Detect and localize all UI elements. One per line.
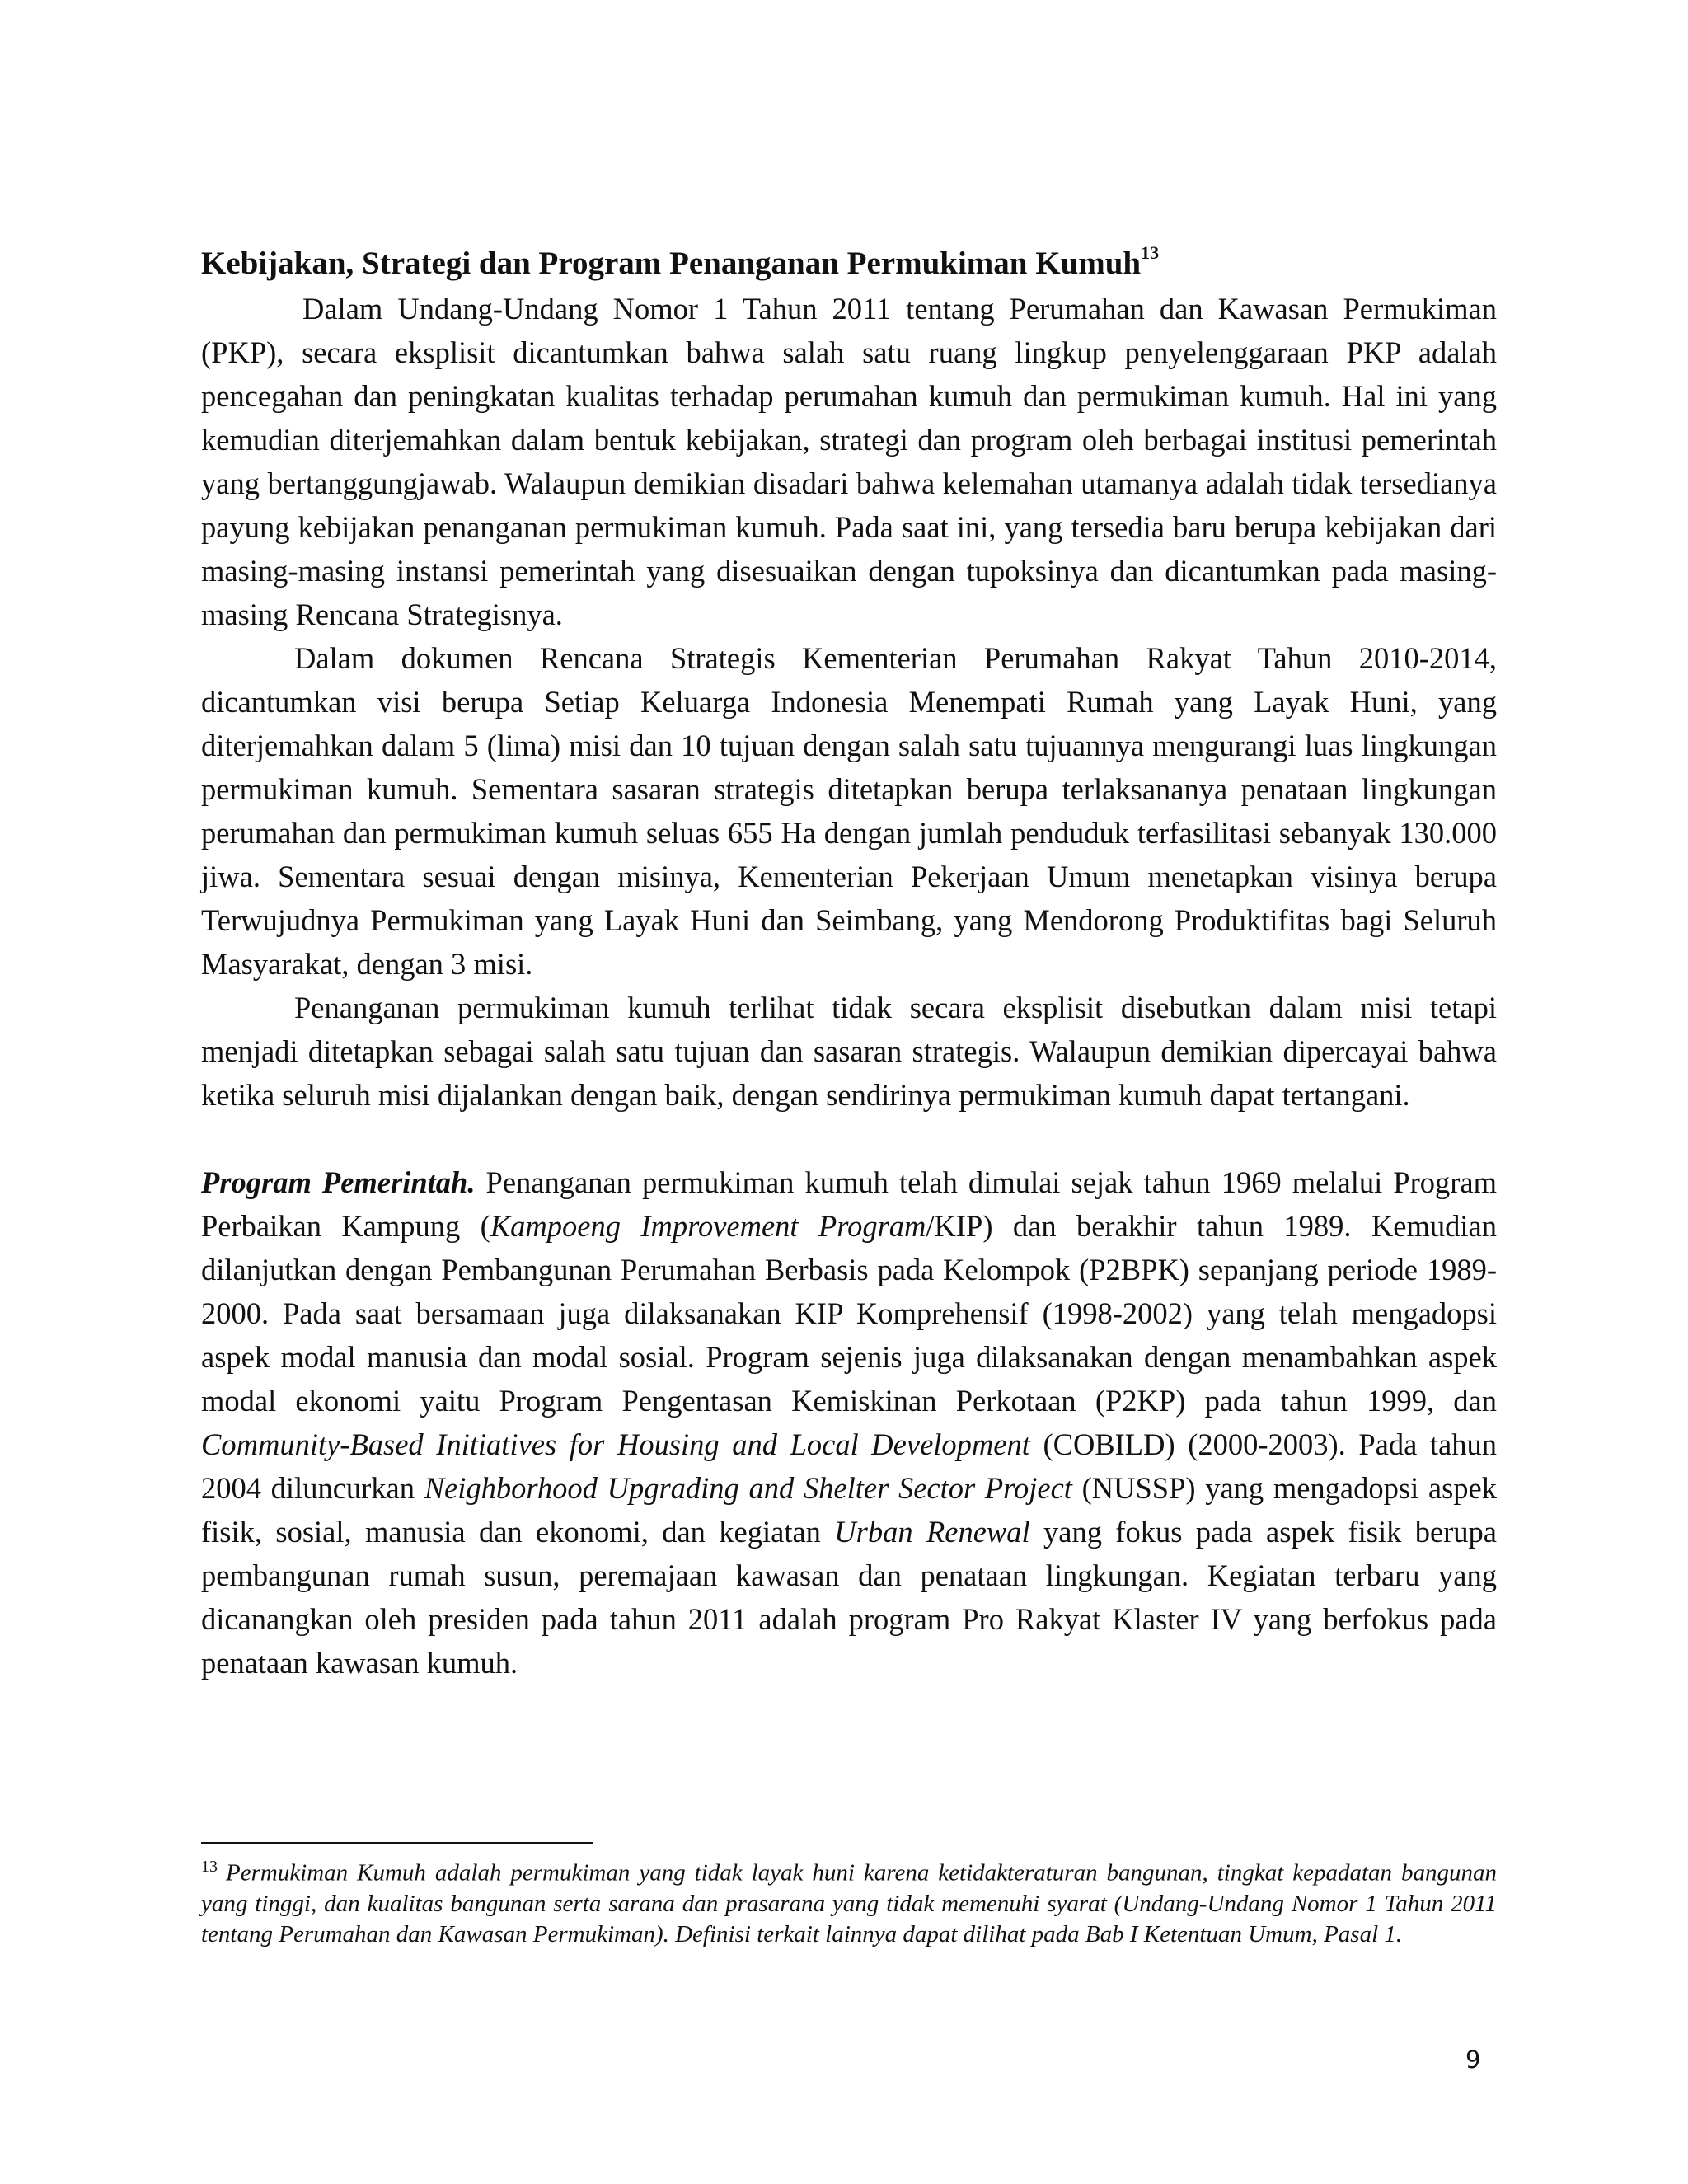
program-italic-term: Kampoeng Improvement Program bbox=[490, 1209, 926, 1243]
program-text: yang fokus pada aspek fisik berupa pembangunan rumah susun, peremajaan kawasan dan penataan lingkungan. Kegiatan terbaru yang dicanangkan oleh presiden pada tahun 2011 adalah program Pro Rakyat Klaster IV yang berfokus pada penataan kawasan kumuh. bbox=[201, 1515, 1498, 1680]
program-italic-term: Urban Renewal bbox=[834, 1515, 1030, 1549]
program-text: /KIP) dan berakhir tahun 1989. Kemudian dilanjutkan dengan Pembangunan Perumahan Berbasis pada Kelompok (P2BPK) sepanjang periode 1989-2000. Pada saat bersamaan juga dilaksanakan KIP Komprehensif (1998-2002) yang telah mengadopsi aspek modal manusia dan modal sosial. Program sejenis juga dilaksanakan dengan menambahkan aspek modal ekonomi yaitu Program Pengentasan Kemiskinan Perkotaan (P2KP) pada tahun 1999, dan bbox=[201, 1209, 1497, 1418]
paragraph-renstra-kemenpera: Dalam dokumen Rencana Strategis Kementerian Perumahan Rakyat Tahun 2010-2014, dicantumkan visi berupa Setiap Keluarga Indonesia Menempati Rumah yang Layak Huni, yang diterjemahkan dalam 5 (lima) misi dan 10 tujuan dengan salah satu tujuannya mengurangi luas lingkungan permukiman kumuh. Sementara sasaran strategis ditetapkan berupa terlaksananya penataan lingkungan perumahan dan permukiman kumuh seluas 655 Ha dengan jumlah penduduk terfasilitasi sebanyak 130.000 jiwa. Sementara sesuai dengan misinya, Kementerian Pekerjaan Umum menetapkan visinya berupa Terwujudnya Permukiman yang Layak Huni dan Seimbang, yang Mendorong Produktifitas bagi Seluruh Masyarakat, dengan 3 misi. bbox=[201, 641, 1497, 981]
footnote-number: 13 bbox=[201, 1858, 218, 1876]
paragraph-program-pemerintah bbox=[201, 1160, 1497, 1685]
paragraph-uu-pkp: Dalam Undang-Undang Nomor 1 Tahun 2011 tentang Perumahan dan Kawasan Permukiman (PKP), secara eksplisit dicantumkan bahwa salah satu ruang lingkup penyelenggaraan PKP adalah pencegahan dan peningkatan kualitas terhadap perumahan kumuh dan permukiman kumuh. Hal ini yang kemudian diterjemahkan dalam bentuk kebijakan, strategi dan program oleh berbagai institusi pemerintah yang bertanggungjawab. Walaupun demikian disadari bahwa kelemahan utamanya adalah tidak tersedianya payung kebijakan penanganan permukiman kumuh. Pada saat ini, yang tersedia baru berupa kebijakan dari masing-masing instansi pemerintah yang disesuaikan dengan tupoksinya dan dicantumkan pada masing-masing Rencana Strategisnya. bbox=[201, 292, 1497, 631]
footnote-reference[interactable]: 13 bbox=[1141, 242, 1160, 263]
program-italic-term: Community-Based Initiatives for Housing and Local Development bbox=[201, 1427, 1030, 1461]
page-number: 9 bbox=[1465, 2046, 1481, 2074]
main-content bbox=[201, 235, 1497, 1685]
section-heading bbox=[201, 235, 1497, 285]
program-text: (NUSSP) yang mengadopsi aspek fisik, sosial, manusia dan ekonomi, dan kegiatan bbox=[201, 1471, 1497, 1549]
section-heading-text: Kebijakan, Strategi dan Program Penanganan Permukiman Kumuh bbox=[201, 246, 1142, 281]
program-italic-term: Neighborhood Upgrading and Shelter Sector Project bbox=[424, 1471, 1072, 1505]
program-lead-in: Program Pemerintah. bbox=[201, 1165, 476, 1199]
paragraph-misi: Penanganan permukiman kumuh terlihat tidak secara eksplisit disebutkan dalam misi tetapi menjadi ditetapkan sebagai salah satu tujuan dan sasaran strategis. Walaupun demikian dipercayai bahwa ketika seluruh misi dijalankan dengan baik, dengan sendirinya permukiman kumuh dapat tertangani. bbox=[201, 991, 1497, 1112]
footnote bbox=[201, 1852, 1497, 1950]
program-text: (COBILD) (2000-2003). Pada tahun 2004 diluncurkan bbox=[201, 1427, 1497, 1505]
program-text: Penanganan permukiman kumuh telah dimulai sejak tahun 1969 melalui Program Perbaikan Kampung ( bbox=[201, 1165, 1497, 1243]
footnote-divider bbox=[201, 1842, 593, 1844]
footnote-text: Permukiman Kumuh adalah permukiman yang tidak layak huni karena ketidakteraturan bangunan, tingkat kepadatan bangunan yang tinggi, dan kualitas bangunan serta sarana dan prasarana yang tidak memenuhi syarat (Undang-Undang Nomor 1 Tahun 2011 tentang Perumahan dan Kawasan Permukiman). Definisi terkait lainnya dapat dilihat pada Bab I Ketentuan Umum, Pasal 1. bbox=[201, 1859, 1497, 1947]
